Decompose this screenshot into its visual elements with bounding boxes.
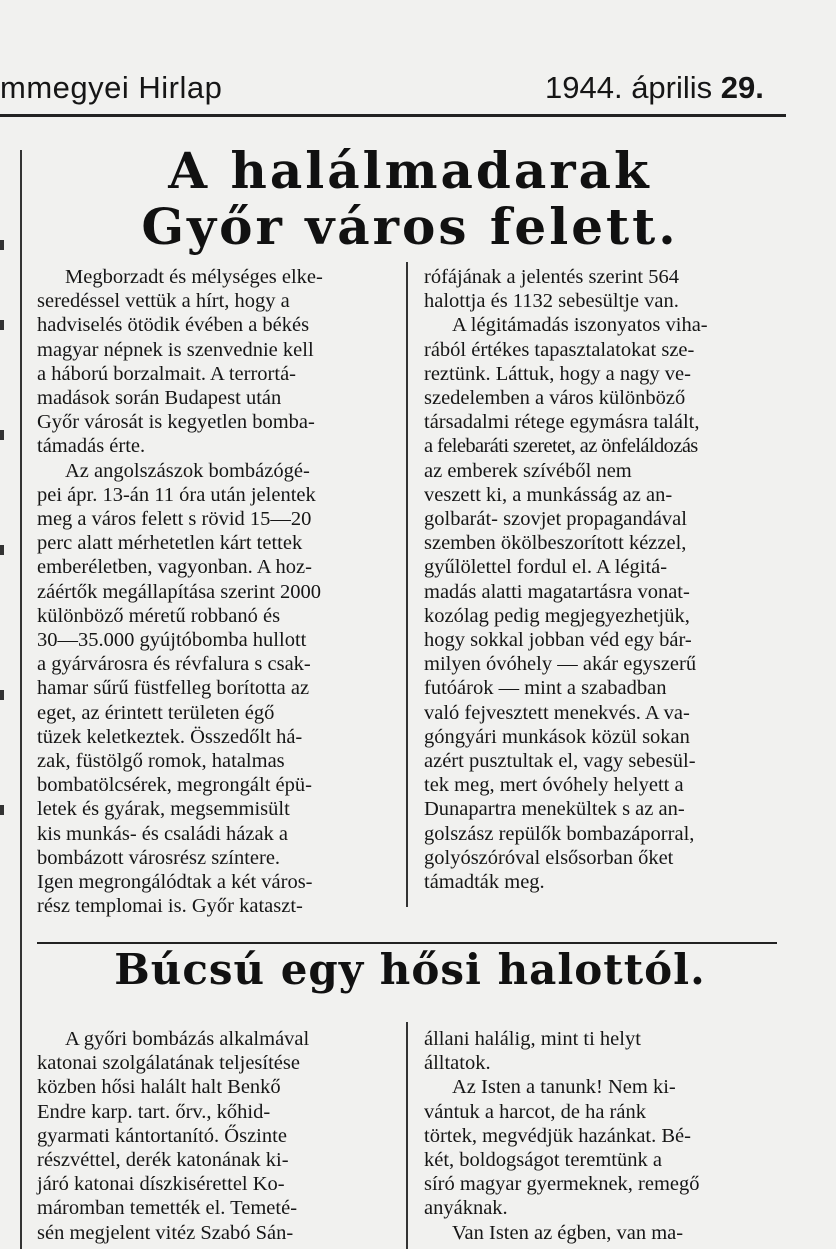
text-line: álltatok. (424, 1052, 491, 1075)
column-divider (406, 1022, 408, 1249)
text-line: góngyári munkások közül sokan (424, 725, 690, 748)
text-line: rész templomai is. Győr kataszt- (37, 895, 303, 918)
text-line: Van Isten az égben, van ma- (452, 1221, 684, 1244)
text-line: hogy sokkal jobban véd egy bár- (424, 629, 692, 652)
text-line: Az angolszászok bombázógé- (65, 459, 310, 482)
text-line: hadviselés ötödik évében a békés (37, 314, 310, 337)
text-line: milyen óvóhely — akár egyszerű (424, 653, 697, 676)
margin-mark (0, 545, 4, 555)
text-line: perc alatt mérhetetlen kárt tettek (37, 532, 303, 555)
text-line: sén megjelent vitéz Szabó Sán- (37, 1221, 294, 1244)
margin-mark (0, 430, 4, 440)
issue-date-month: 1944. április (545, 70, 713, 105)
article-column-right (424, 1027, 780, 1245)
text-line: bombatölcsérek, megrongált épü- (37, 774, 312, 797)
text-line: azért pusztultak el, vagy sebesül- (424, 750, 696, 773)
newspaper-masthead: mmegyei Hirlap (0, 70, 223, 105)
text-line: részvéttel, derék katonának ki- (37, 1149, 289, 1172)
text-line: társadalmi rétege egymásra talált, (424, 411, 700, 434)
text-line: A légitámadás iszonyatos viha- (452, 314, 708, 337)
text-line: kozólag pedig megjegyezhetjük, (424, 604, 690, 627)
text-line: járó katonai díszkisérettel Ko- (37, 1173, 285, 1196)
text-line: meg a város felett s rövid 15—20 (37, 508, 312, 531)
text-line: Igen megrongálódtak a két város- (37, 871, 313, 894)
text-line: Az Isten a tanunk! Nem ki- (452, 1076, 676, 1099)
headline-line-1: A halálmadarak (168, 141, 652, 200)
text-line: síró magyar gyermeknek, remegő (424, 1173, 700, 1196)
text-line: közben hősi halált halt Benkő (37, 1076, 281, 1099)
margin-mark (0, 690, 4, 700)
text-line: gyarmati kántortanító. Őszinte (37, 1124, 287, 1147)
margin-mark (0, 240, 4, 250)
issue-date-day: 29. (720, 70, 764, 105)
text-line: golbarát- szovjet propagandával (424, 508, 687, 531)
text-line: anyáknak. (424, 1197, 508, 1220)
text-line: Endre karp. tart. őrv., kőhid- (37, 1100, 271, 1123)
issue-date (545, 70, 764, 106)
text-line: madás alatti magatartásra vonat- (424, 580, 690, 603)
text-line: különböző méretű robbanó és (37, 604, 281, 627)
column-divider (406, 262, 408, 907)
text-line: rából értékes tapasztalatokat sze- (424, 338, 695, 361)
headline-line-2: Győr város felett. (141, 197, 679, 256)
text-line: pei ápr. 13-án 11 óra után jelentek (37, 483, 316, 506)
text-line: állani halálig, mint ti helyt (424, 1028, 641, 1050)
article-column-right (424, 265, 780, 894)
margin-mark (0, 805, 4, 815)
text-line: tüzek keletkeztek. Összedőlt há- (37, 725, 303, 748)
text-line: madások során Budapest után (37, 387, 282, 410)
text-line: rófájának a jelentés szerint 564 (424, 266, 679, 288)
text-line: két, boldogságot teremtünk a (424, 1149, 662, 1172)
text-line: szedelemben a város különböző (424, 387, 686, 410)
text-line: tek meg, mert óvóhely helyett a (424, 774, 684, 797)
text-line: vántuk a harcot, de ha ránk (424, 1100, 646, 1123)
text-line: hamar sűrű füstfelleg borította az (37, 677, 310, 700)
text-line: Győr városát is kegyetlen bomba- (37, 411, 315, 434)
text-line: az emberek szívéből nem (424, 459, 632, 482)
page-edge-rule (20, 150, 22, 1249)
margin-mark (0, 320, 4, 330)
text-line: eget, az érintett területen égő (37, 701, 275, 724)
text-line: zak, füstölgő romok, hatalmas (37, 750, 285, 773)
header-rule (0, 114, 786, 117)
text-line: A győri bombázás alkalmával (65, 1028, 310, 1050)
text-line: katonai szolgálatának teljesítése (37, 1052, 300, 1075)
text-line: veszett ki, a munkásság az an- (424, 483, 673, 506)
text-line: szemben ökölbeszorított kézzel, (424, 532, 687, 555)
article-column-left (37, 265, 389, 918)
text-line: Megborzadt és mélységes elke- (65, 266, 323, 288)
text-line: záértők megállapítása szerint 2000 (37, 580, 322, 603)
article-headline (120, 143, 700, 255)
text-line: gyűlölettel fordul el. A légitá- (424, 556, 668, 579)
text-line: a felebaráti szeretet, az önfeláldozás (424, 435, 698, 458)
text-line: futóárok — mint a szabadban (424, 677, 667, 700)
text-line: 30—35.000 gyújtóbomba hullott (37, 629, 307, 652)
text-line: a háború borzalmait. A terrortá- (37, 362, 296, 385)
article-headline: Búcsú egy hősi halottól. (114, 945, 706, 994)
text-line: Dunapartra menekültek s az an- (424, 798, 685, 821)
text-line: támadták meg. (424, 871, 545, 894)
text-line: golyószóróval elsősorban őket (424, 846, 674, 869)
text-line: magyar népnek is szenvednie kell (37, 338, 314, 361)
text-line: letek és gyárak, megsemmisült (37, 798, 290, 821)
text-line: reztünk. Láttuk, hogy a nagy ve- (424, 362, 691, 385)
text-line: golszász repülők bombazáporral, (424, 822, 695, 845)
article-column-left (37, 1027, 389, 1245)
text-line: a gyárvárosra és révfalura s csak- (37, 653, 311, 676)
text-line: seredéssel vettük a hírt, hogy a (37, 290, 290, 313)
text-line: kis munkás- és családi házak a (37, 822, 289, 845)
text-line: támadás érte. (37, 435, 146, 458)
text-line: emberéletben, vagyonban. A hoz- (37, 556, 312, 579)
text-line: máromban temették el. Temeté- (37, 1197, 298, 1220)
text-line: bombázott városrész színtere. (37, 846, 281, 869)
text-line: törtek, megvédjük hazánkat. Bé- (424, 1124, 691, 1147)
text-line: való fejvesztett menekvés. A va- (424, 701, 690, 724)
text-line: halottja és 1132 sebesültje van. (424, 290, 679, 313)
